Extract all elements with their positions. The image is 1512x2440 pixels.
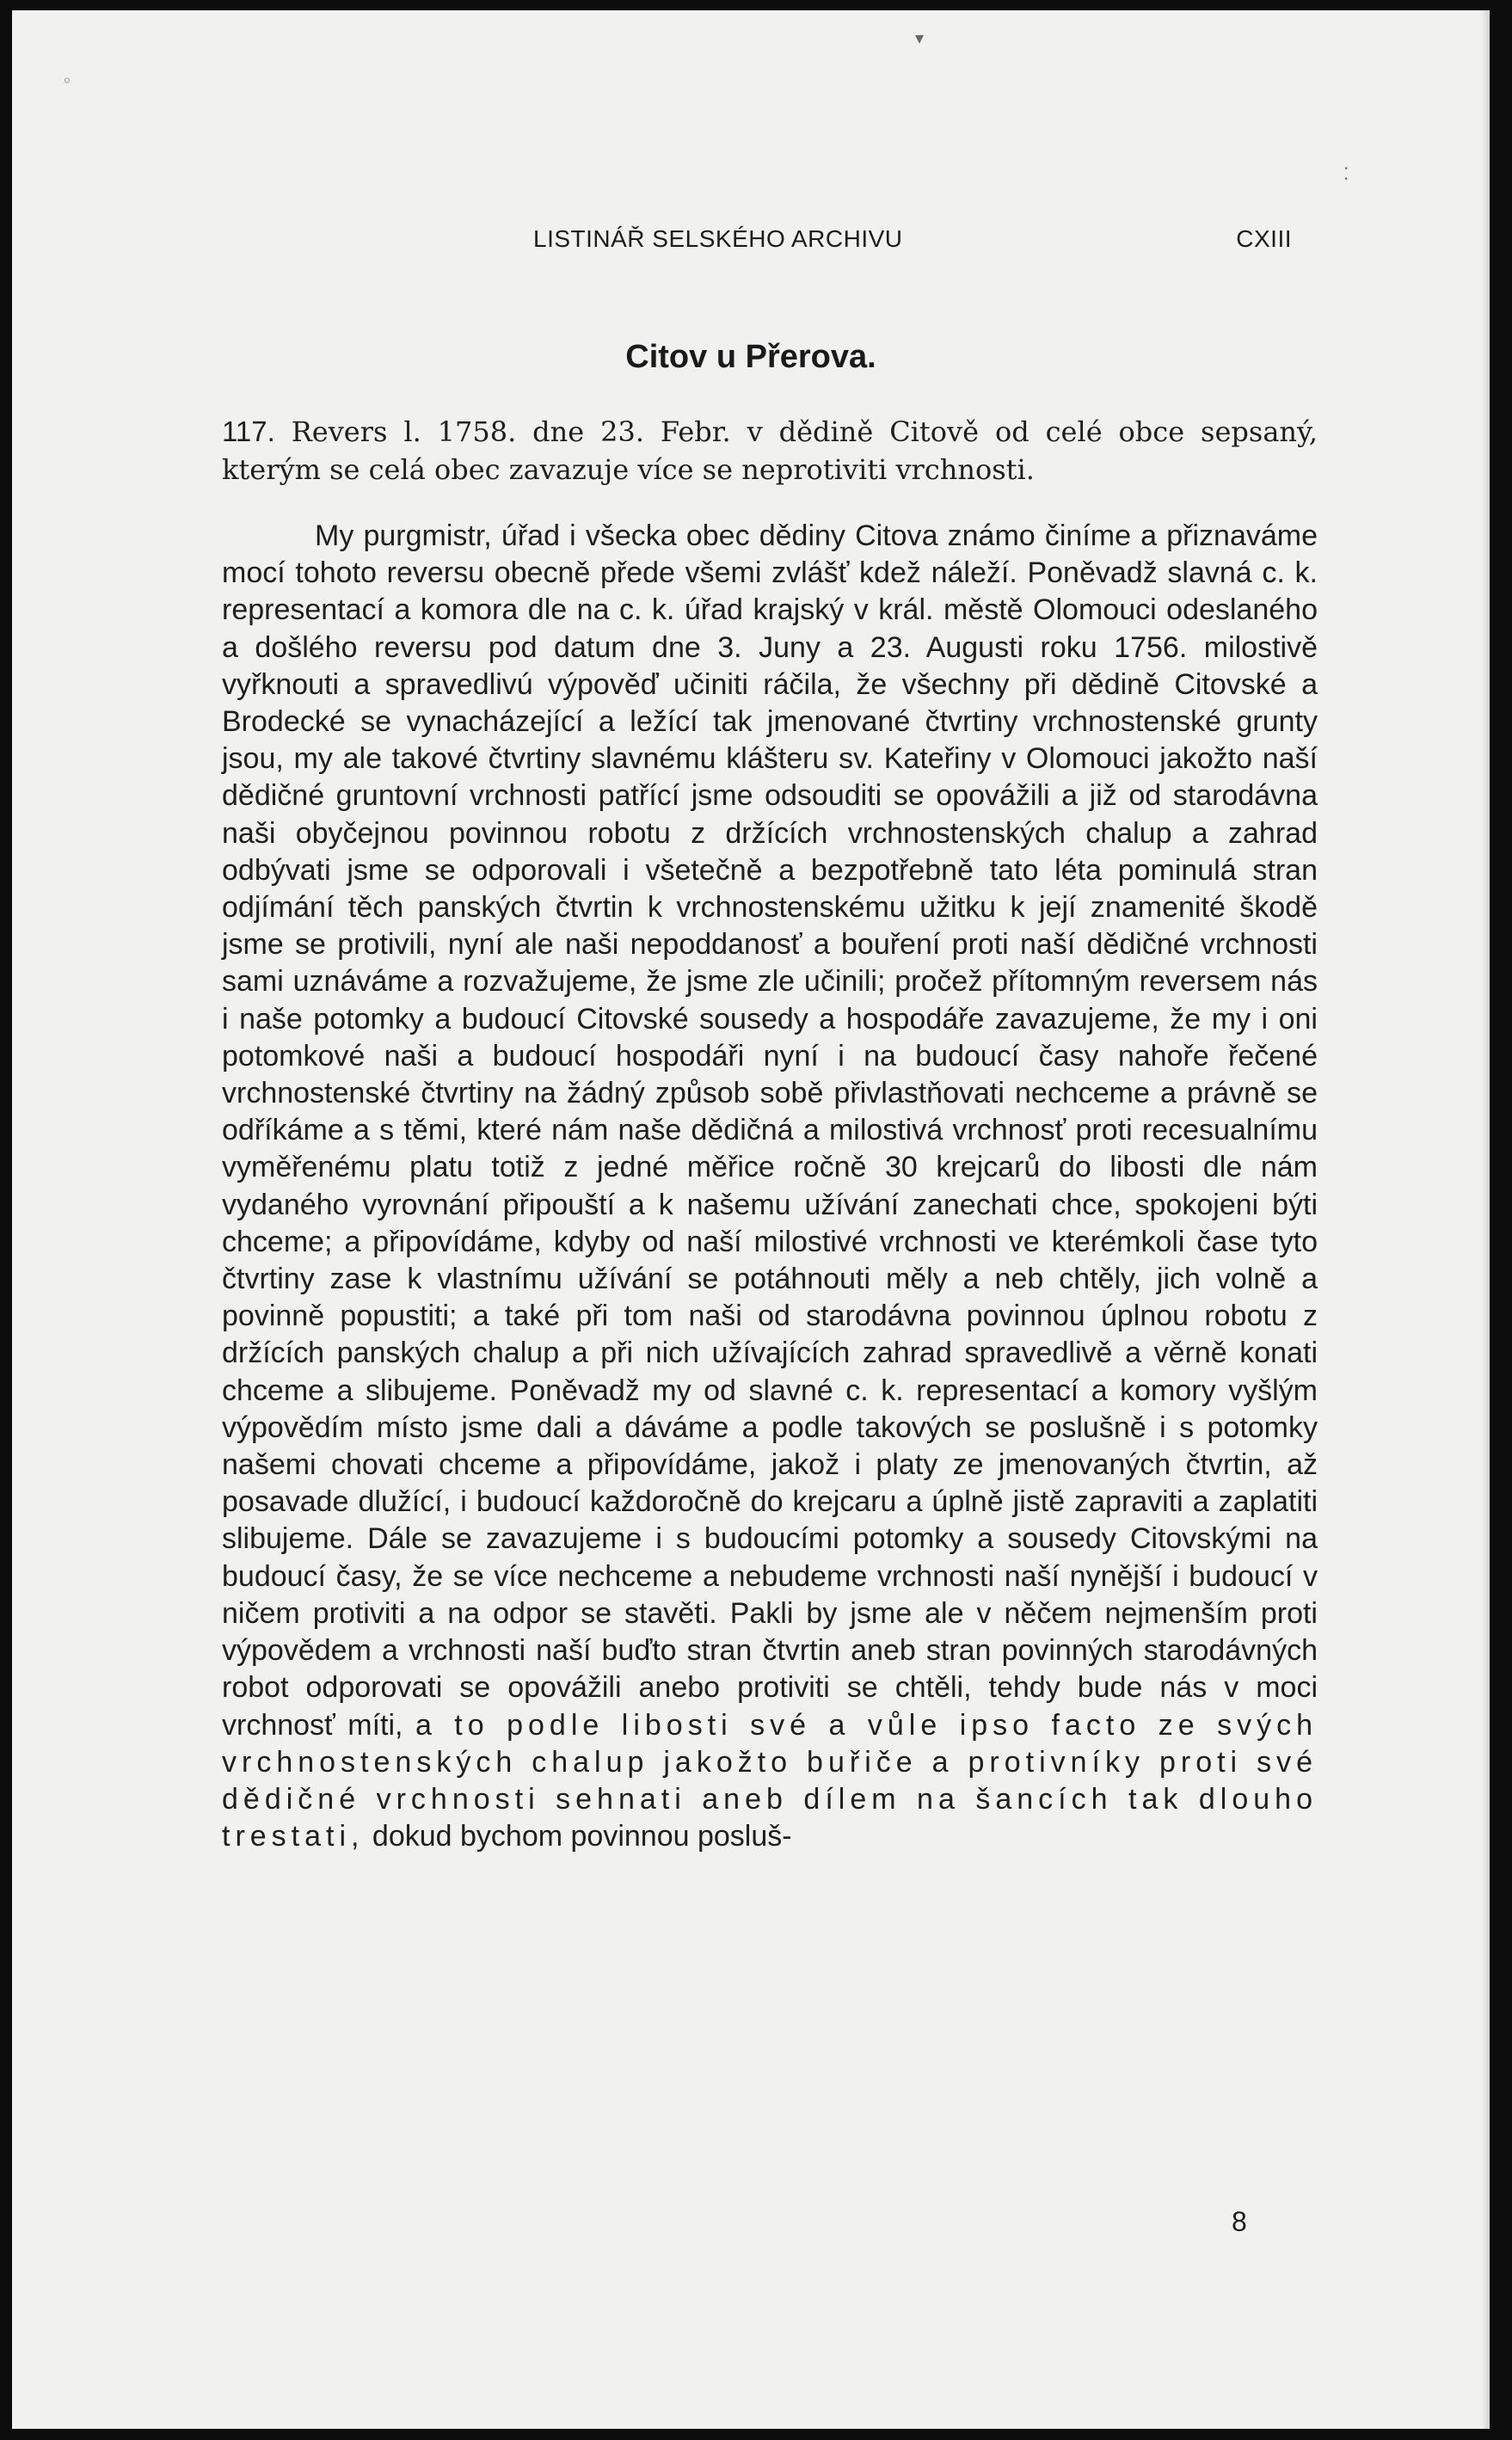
scan-speck-mark: ▾ bbox=[915, 28, 925, 48]
running-title: LISTINÁŘ SELSKÉHO ARCHIVU bbox=[533, 225, 903, 252]
scan-speck-mark: ◦ bbox=[62, 71, 72, 91]
entry-heading-text: Revers l. 1758. dne 23. Febr. v dědině Citově od celé obce sepsaný, kterým se celá obec zavazuje více se neprotiviti vrchnosti. bbox=[222, 415, 1318, 486]
running-header bbox=[533, 225, 1292, 260]
document-page bbox=[12, 10, 1490, 2429]
section-title: Citov u Přerova. bbox=[625, 339, 876, 375]
signature-mark: 8 bbox=[1232, 2206, 1247, 2237]
body-text-spaced: a to podle libosti své a vůle ipso facto ze svých vrchnostenských chalup jakožto buřiče a protivníky proti své dědičné vrchnosti sehnati aneb dílem na šancích tak dlouho trestati, bbox=[222, 1708, 1318, 1853]
body-text-part1: My purgmistr, úřad i všecka obec dědiny Citova známo činíme a přiznaváme mocí tohoto reversu obecně přede všemi zvlášť kdež náleží. Poněvadž slavná c. k. representací a komora dle na c. k. úřad krajský v král. městě Olomouci odeslaného a došlého reversu pod datum dne 3. Juny a 23. Augusti roku 1756. milostivě vyřknouti a spravedlivú výpověď učiniti ráčila, že všechny při dědině Citovské a Brodecké se vynacházející a ležící tak jmenované čtvrtiny vrchnostenské grunty jsou, my ale takové čtvrtiny slavnému klášteru sv. Kateřiny v Olomouci jakožto naší dědičné gruntovní vrchnosti patřící jsme odsouditi se opovážili a již od starodávna naši obyčejnou povinnou robotu z držících vrchnostenských chalup a zahrad odbývati jsme se odporovali i všetečně a bezpotřebně tato léta pominulá stran odjímání těch panských čtvrtin k vrchnostenskému užitku k její znamenité škodě jsme se protivili, nyní ale naši nepoddanosť a bouření proti naší dědičné vrchnosti sami uznáváme a rozvažujeme, že jsme zle učinili; pročež přítomným reversem nás i naše potomky a budoucí Citovské sousedy a hospodáře zavazujeme, že my i oni potomkové naši a budoucí hospodáři nyní i na budoucí časy nahoře řečené vrchnostenské čtvrtiny na žádný způsob sobě přivlastňovati nechceme a právně se odříkáme a s těmi, které nám naše dědičná a milostivá vrchnosť proti recesualnímu vyměřenému platu totiž z jedné měřice ročně 30 krejcarů do libosti dle nám vydaného vyrovnání připouští a k našemu užívání zanechati chce, spokojeni býti chceme; a připovídáme, kdyby od naší milostivé vrchnosti ve kterémkoli čase tyto čtvrtiny zase k vlastnímu užívání se potáhnouti měly a neb chtěly, jich volně a povinně popustiti; a také při tom naši od starodávna povinnou úplnou robotu z držících panských chalup a při nich užívajících zahrad spravedlivě a věrně konati chceme a slibujeme. Poněvadž my od slavné c. k. representací a komory vyšlým výpovědím místo jsme dali a dáváme a podle takových se poslušně i s potomky našemi chovati chceme a připovídáme, jakož i platy ze jmenovaných čtvrtin, až posavade dlužící, i budoucí každoročně do krejcaru a úplně jistě zapraviti a zaplatiti slibujeme. Dále se zavazujeme i s budoucími potomky a sousedy Citovskými na budoucí časy, že se více nechceme a nebudeme vrchnosti naší nynější i budoucí v ničem protiviti a na odpor se stavěti. Pakli by jsme ale v něčem nejmenším proti výpovědem a vrchnosti naší buďto stran čtvrtin aneb stran povinných starodávných robot odporovati se opovážili anebo protiviti se chtěli, tehdy bude nás v moci vrchnosť míti, bbox=[222, 519, 1318, 1742]
entry-number: 117. bbox=[222, 415, 275, 447]
page-number-roman: CXIII bbox=[1236, 225, 1292, 252]
body-text bbox=[222, 518, 1318, 1855]
entry-heading bbox=[222, 413, 1318, 489]
scan-speck-mark: ⁚ bbox=[1343, 163, 1349, 184]
body-text-part2: dokud bychom povinnou posluš- bbox=[364, 1820, 792, 1853]
